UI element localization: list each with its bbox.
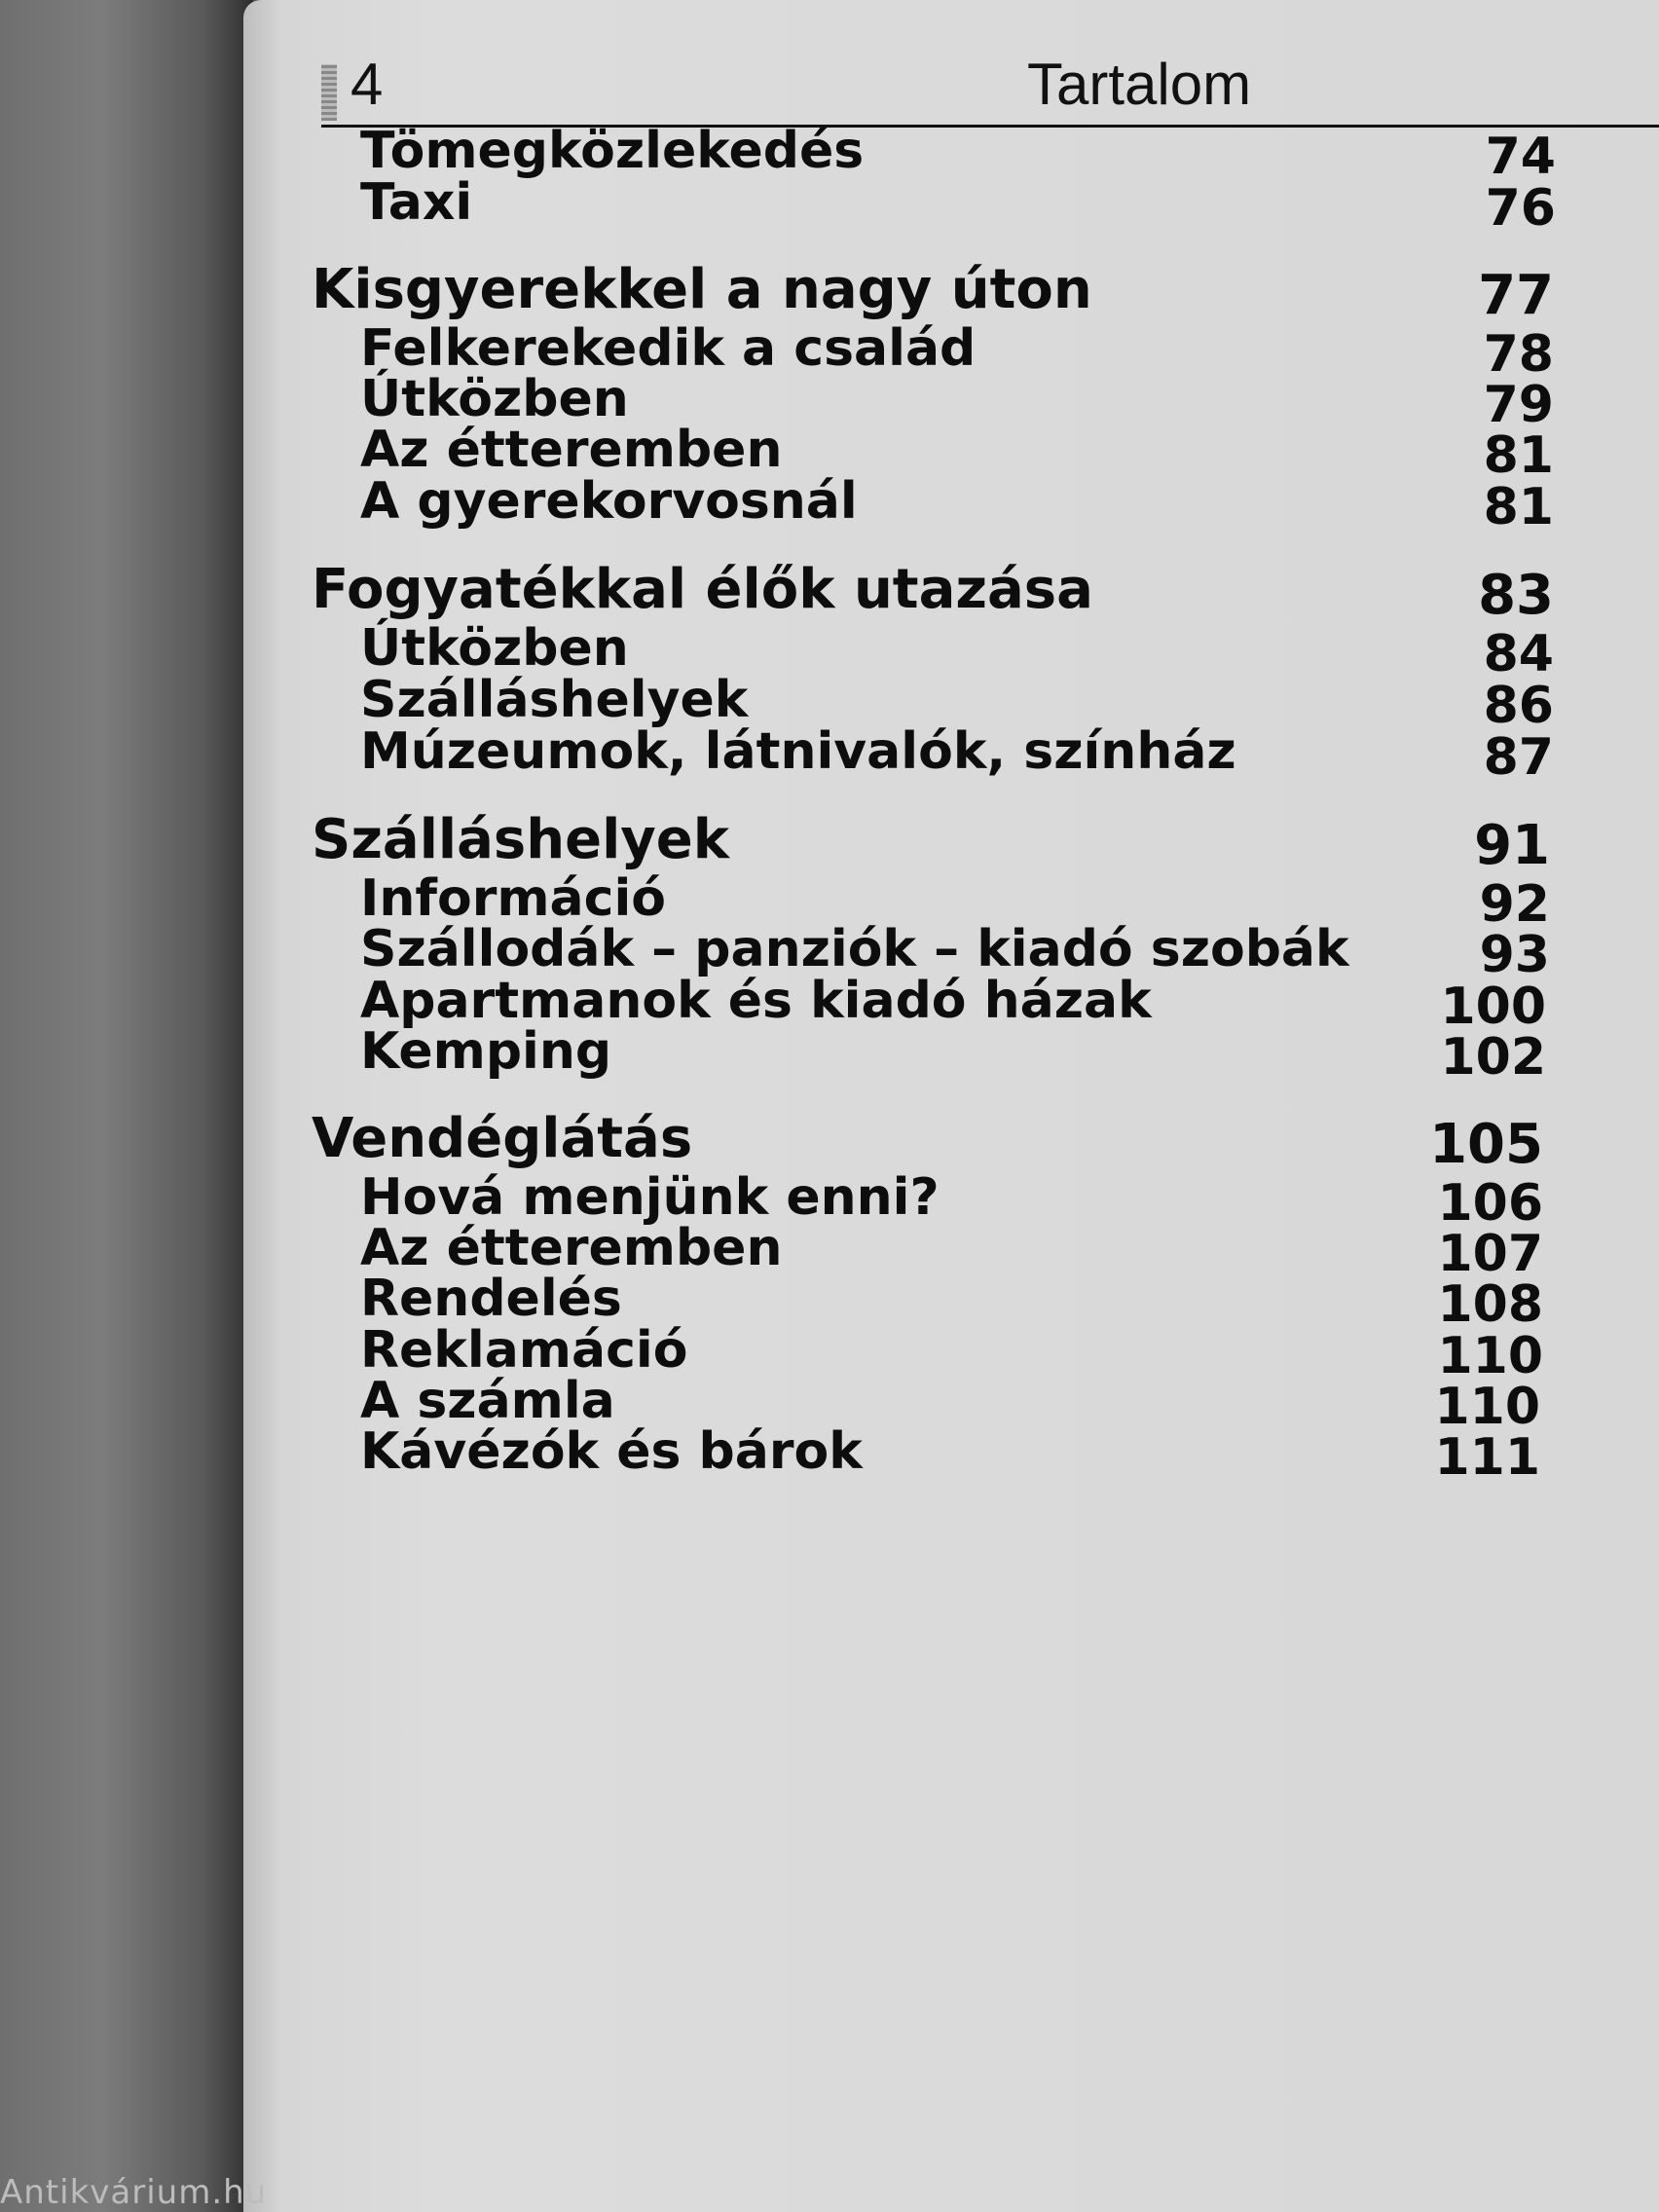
toc-entry-row [360, 173, 1556, 241]
toc-entry-title: A számla [360, 1372, 615, 1430]
toc-entry-title: Kemping [360, 1022, 612, 1081]
toc-entry-page: 108 [1437, 1275, 1543, 1334]
running-title: Tartalom [1027, 52, 1252, 117]
toc-entry-page: 81 [1483, 426, 1554, 485]
toc-entry-title: A gyerekorvosnál [360, 472, 858, 531]
toc-entry-title: Apartmanok és kiadó házak [360, 972, 1152, 1030]
book-binding-edge [0, 0, 253, 2212]
toc-entry-row [360, 1422, 1540, 1491]
toc-entry-page: 100 [1440, 977, 1546, 1036]
toc-entry-title: Vendéglátás [312, 1107, 693, 1170]
toc-entry-title: Útközben [360, 370, 629, 428]
toc-entry-title: Fogyatékkal élők utazása [312, 558, 1093, 621]
toc-section-row [312, 808, 1550, 876]
toc-entry-title: Az étteremben [360, 1219, 783, 1277]
toc-entry-page: 77 [1478, 264, 1554, 327]
toc-entry-title: Szállodák – panziók – kiadó szobák [360, 920, 1349, 978]
toc-entry-page: 78 [1483, 325, 1554, 384]
toc-entry-page: 93 [1479, 926, 1550, 984]
toc-entry-page: 91 [1474, 814, 1550, 877]
toc-entry-title: Taxi [360, 173, 473, 232]
toc-entry-page: 83 [1478, 564, 1554, 627]
toc-entry-title: Hová menjünk enni? [360, 1168, 940, 1227]
toc-entry-page: 76 [1485, 179, 1556, 238]
toc-entry-row [360, 1022, 1546, 1090]
toc-entry-title: Felkerekedik a család [360, 319, 977, 378]
toc-entry-page: 102 [1440, 1028, 1546, 1087]
toc-entry-page: 105 [1429, 1113, 1543, 1176]
toc-entry-title: Útközben [360, 619, 629, 678]
header-marker [321, 64, 337, 121]
toc-entry-page: 110 [1434, 1378, 1540, 1436]
toc-entry-title: Tömegközlekedés [360, 122, 865, 180]
toc-entry-page: 84 [1483, 625, 1554, 683]
toc-entry-page: 79 [1483, 376, 1554, 434]
toc-entry-page: 92 [1479, 875, 1550, 934]
toc-entry-title: Kávézók és bárok [360, 1422, 863, 1481]
toc-entry-title: Múzeumok, látnivalók, színház [360, 722, 1236, 781]
toc-section-row [312, 1107, 1543, 1175]
toc-entry-page: 74 [1485, 128, 1556, 186]
toc-entry-page: 81 [1483, 478, 1554, 536]
toc-entry-row [360, 722, 1554, 791]
toc-entry-title: Az étteremben [360, 421, 783, 479]
toc-section-row [312, 558, 1554, 626]
toc-entry-page: 106 [1437, 1174, 1543, 1233]
toc-entry-page: 111 [1434, 1428, 1540, 1487]
toc-entry-title: Reklamáció [360, 1321, 688, 1380]
toc-entry-page: 107 [1437, 1225, 1543, 1283]
toc-entry-page: 110 [1437, 1327, 1543, 1385]
page-number: 4 [350, 52, 384, 117]
toc-entry-page: 86 [1483, 677, 1554, 735]
toc-entry-row [360, 472, 1554, 540]
toc-entry-page: 87 [1483, 728, 1554, 787]
toc-entry-title: Rendelés [360, 1270, 622, 1328]
book-page [243, 0, 1659, 2212]
toc-entry-title: Információ [360, 869, 667, 928]
toc-section-row [312, 258, 1554, 326]
watermark-text: Antikvárium.hu [0, 2173, 268, 2212]
toc-entry-title: Kisgyerekkel a nagy úton [312, 258, 1092, 321]
toc-entry-title: Szálláshelyek [360, 671, 749, 729]
page-header [321, 41, 1659, 128]
toc-entry-title: Szálláshelyek [312, 808, 729, 871]
